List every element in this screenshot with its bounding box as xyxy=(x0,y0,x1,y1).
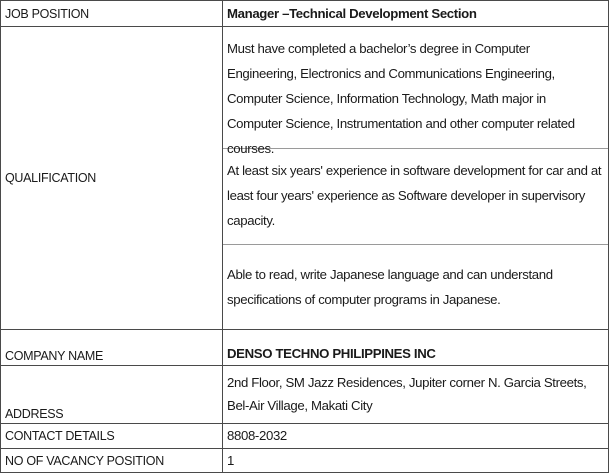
row-vacancy xyxy=(1,449,608,472)
row-company-name xyxy=(1,330,608,366)
qualification-item: At least six years' experience in software development for car and at least four years' experience as Software developer in supervisory capacity. xyxy=(223,149,608,245)
vacancy-label: NO OF VACANCY POSITION xyxy=(1,449,223,472)
company-name-value: DENSO TECHNO PHILIPPINES INC xyxy=(227,345,436,361)
qualification-item: Able to read, write Japanese language and can understand specifications of computer programs in Japanese. xyxy=(227,267,553,307)
row-qualification xyxy=(1,27,608,330)
qualification-item: Must have completed a bachelor’s degree in Computer Engineering, Electronics and Communications Engineering, Computer Science, Information Technology, Math major in Computer Science, Instrumentation and other computer related courses. xyxy=(223,36,608,149)
row-contact-details xyxy=(1,424,608,449)
job-position-label: JOB POSITION xyxy=(1,1,223,26)
contact-details-label: CONTACT DETAILS xyxy=(1,424,223,448)
vacancy-value: 1 xyxy=(227,452,234,468)
address-label: ADDRESS xyxy=(1,366,223,423)
row-job-position xyxy=(1,1,608,27)
row-address xyxy=(1,366,608,424)
qualification-label: QUALIFICATION xyxy=(1,27,223,329)
contact-details-value: 8808-2032 xyxy=(227,428,287,444)
company-name-label: COMPANY NAME xyxy=(1,330,223,365)
address-value: 2nd Floor, SM Jazz Residences, Jupiter corner N. Garcia Streets, Bel-Air Village, Makati City xyxy=(227,375,587,413)
job-position-value: Manager –Technical Development Section xyxy=(227,5,477,21)
